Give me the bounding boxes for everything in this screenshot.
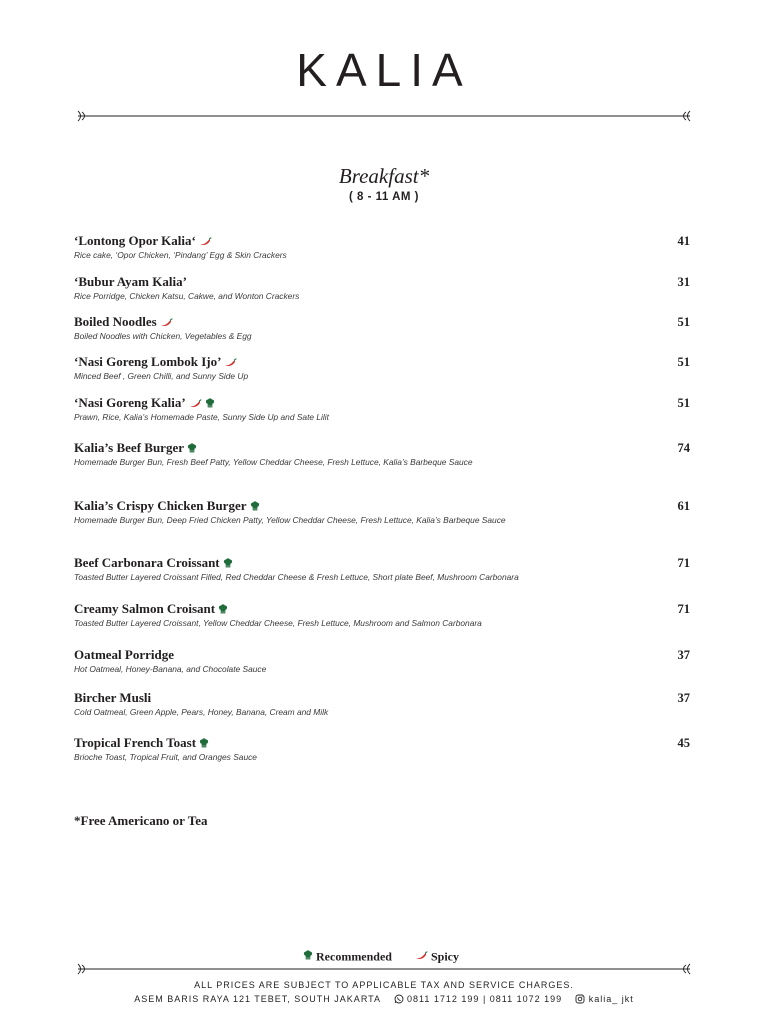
item-name: Kalia’s Beef Burger <box>74 440 197 456</box>
chef-hat-icon <box>199 738 209 748</box>
menu-item <box>74 498 690 532</box>
item-price: 74 <box>677 441 690 455</box>
item-name: ‘Bubur Ayam Kalia’ <box>74 274 187 289</box>
phone-numbers: 0811 1712 199 | 0811 1072 199 <box>407 994 563 1004</box>
chili-pepper-icon <box>189 399 202 408</box>
item-name: Creamy Salmon Croisant <box>74 601 228 617</box>
contact-line <box>0 993 768 1005</box>
item-description: Rice cake, ‘Opor Chicken, ‘Pindang’ Egg & Skin Crackers <box>74 250 287 260</box>
item-name: ‘Lontong Opor Kalia‘ <box>74 233 212 249</box>
menu-item <box>74 601 690 635</box>
chef-hat-icon <box>218 604 228 614</box>
address: ASEM BARIS RAYA 121 TEBET, SOUTH JAKARTA <box>134 994 381 1004</box>
item-name: Kalia’s Crispy Chicken Burger <box>74 498 260 514</box>
item-name: Tropical French Toast <box>74 735 209 751</box>
item-price: 37 <box>677 691 690 705</box>
item-price: 61 <box>677 499 690 513</box>
instagram-icon <box>575 994 585 1004</box>
item-description: Rice Porridge, Chicken Katsu, Cakwe, and Wonton Crackers <box>74 291 300 301</box>
item-name: Oatmeal Porridge <box>74 647 174 662</box>
menu-item <box>74 314 690 348</box>
legend <box>300 947 459 964</box>
ornament-divider-bottom <box>76 963 692 975</box>
chef-hat-icon <box>223 558 233 568</box>
menu-item <box>74 555 690 589</box>
legend-spicy-label: Spicy <box>430 949 459 964</box>
item-description: Prawn, Rice, Kalia’s Homemade Paste, Sunny Side Up and Sate Lilit <box>74 412 329 422</box>
item-description: Cold Oatmeal, Green Apple, Pears, Honey, Banana, Cream and Milk <box>74 707 329 717</box>
instagram-handle: kalia_ jkt <box>588 994 634 1004</box>
section-hours: ( 8 - 11 AM ) <box>349 191 419 203</box>
item-price: 51 <box>677 315 690 329</box>
item-description: Homemade Burger Bun, Fresh Beef Patty, Yellow Cheddar Cheese, Fresh Lettuce, Kalia’s Barbeque Sauce <box>74 457 473 467</box>
item-description: Toasted Butter Layered Croissant Filled, Red Cheddar Cheese & Fresh Lettuce, Short plate Beef, Mushroom Carbonara <box>74 572 519 582</box>
item-name: Beef Carbonara Croissant <box>74 555 233 571</box>
item-name: ‘Nasi Goreng Kalia’ <box>74 395 215 411</box>
item-description: Minced Beef , Green Chilli, and Sunny Side Up <box>74 371 249 381</box>
menu-item <box>74 274 690 308</box>
chili-pepper-icon <box>415 951 428 960</box>
chili-pepper-icon <box>199 237 212 246</box>
ornament-divider-top <box>76 110 692 122</box>
item-price: 41 <box>677 234 690 248</box>
item-price: 71 <box>677 602 690 616</box>
menu-item <box>74 395 690 429</box>
menu-item <box>74 440 690 474</box>
footnote: *Free Americano or Tea <box>74 813 208 828</box>
item-price: 51 <box>677 355 690 369</box>
legend-recommended-label: Recommended <box>316 949 392 964</box>
section-title: Breakfast* <box>338 164 430 188</box>
menu-item <box>74 354 690 388</box>
chef-hat-icon <box>205 398 215 408</box>
tax-notice: ALL PRICES ARE SUBJECT TO APPLICABLE TAX AND SERVICE CHARGES. <box>194 980 574 990</box>
menu-item <box>74 233 690 267</box>
chef-hat-icon <box>250 501 260 511</box>
item-price: 71 <box>677 556 690 570</box>
item-price: 31 <box>677 275 690 289</box>
item-price: 45 <box>677 736 690 750</box>
item-description: Brioche Toast, Tropical Fruit, and Oranges Sauce <box>74 752 257 762</box>
menu-item <box>74 647 690 681</box>
chili-pepper-icon <box>160 318 173 327</box>
item-name: Bircher Musli <box>74 690 152 705</box>
item-description: Homemade Burger Bun, Deep Fried Chicken Patty, Yellow Cheddar Cheese, Fresh Lettuce, Kalia’s Barbeque Sauce <box>74 515 506 525</box>
chili-pepper-icon <box>224 358 237 367</box>
brand-logo: KALIA <box>296 44 472 96</box>
chef-hat-icon <box>187 443 197 453</box>
whatsapp-icon <box>394 994 404 1004</box>
item-price: 51 <box>677 396 690 410</box>
item-name: Boiled Noodles <box>74 314 173 330</box>
chef-hat-icon <box>303 950 313 960</box>
item-name: ‘Nasi Goreng Lombok Ijo’ <box>74 354 237 370</box>
menu-item <box>74 735 690 769</box>
item-description: Boiled Noodles with Chicken, Vegetables & Egg <box>74 331 252 341</box>
item-description: Toasted Butter Layered Croissant, Yellow Cheddar Cheese, Fresh Lettuce, Mushroom and Salmon Carbonara <box>74 618 482 628</box>
item-description: Hot Oatmeal, Honey-Banana, and Chocolate Sauce <box>74 664 267 674</box>
menu-item <box>74 690 690 724</box>
item-price: 37 <box>677 648 690 662</box>
